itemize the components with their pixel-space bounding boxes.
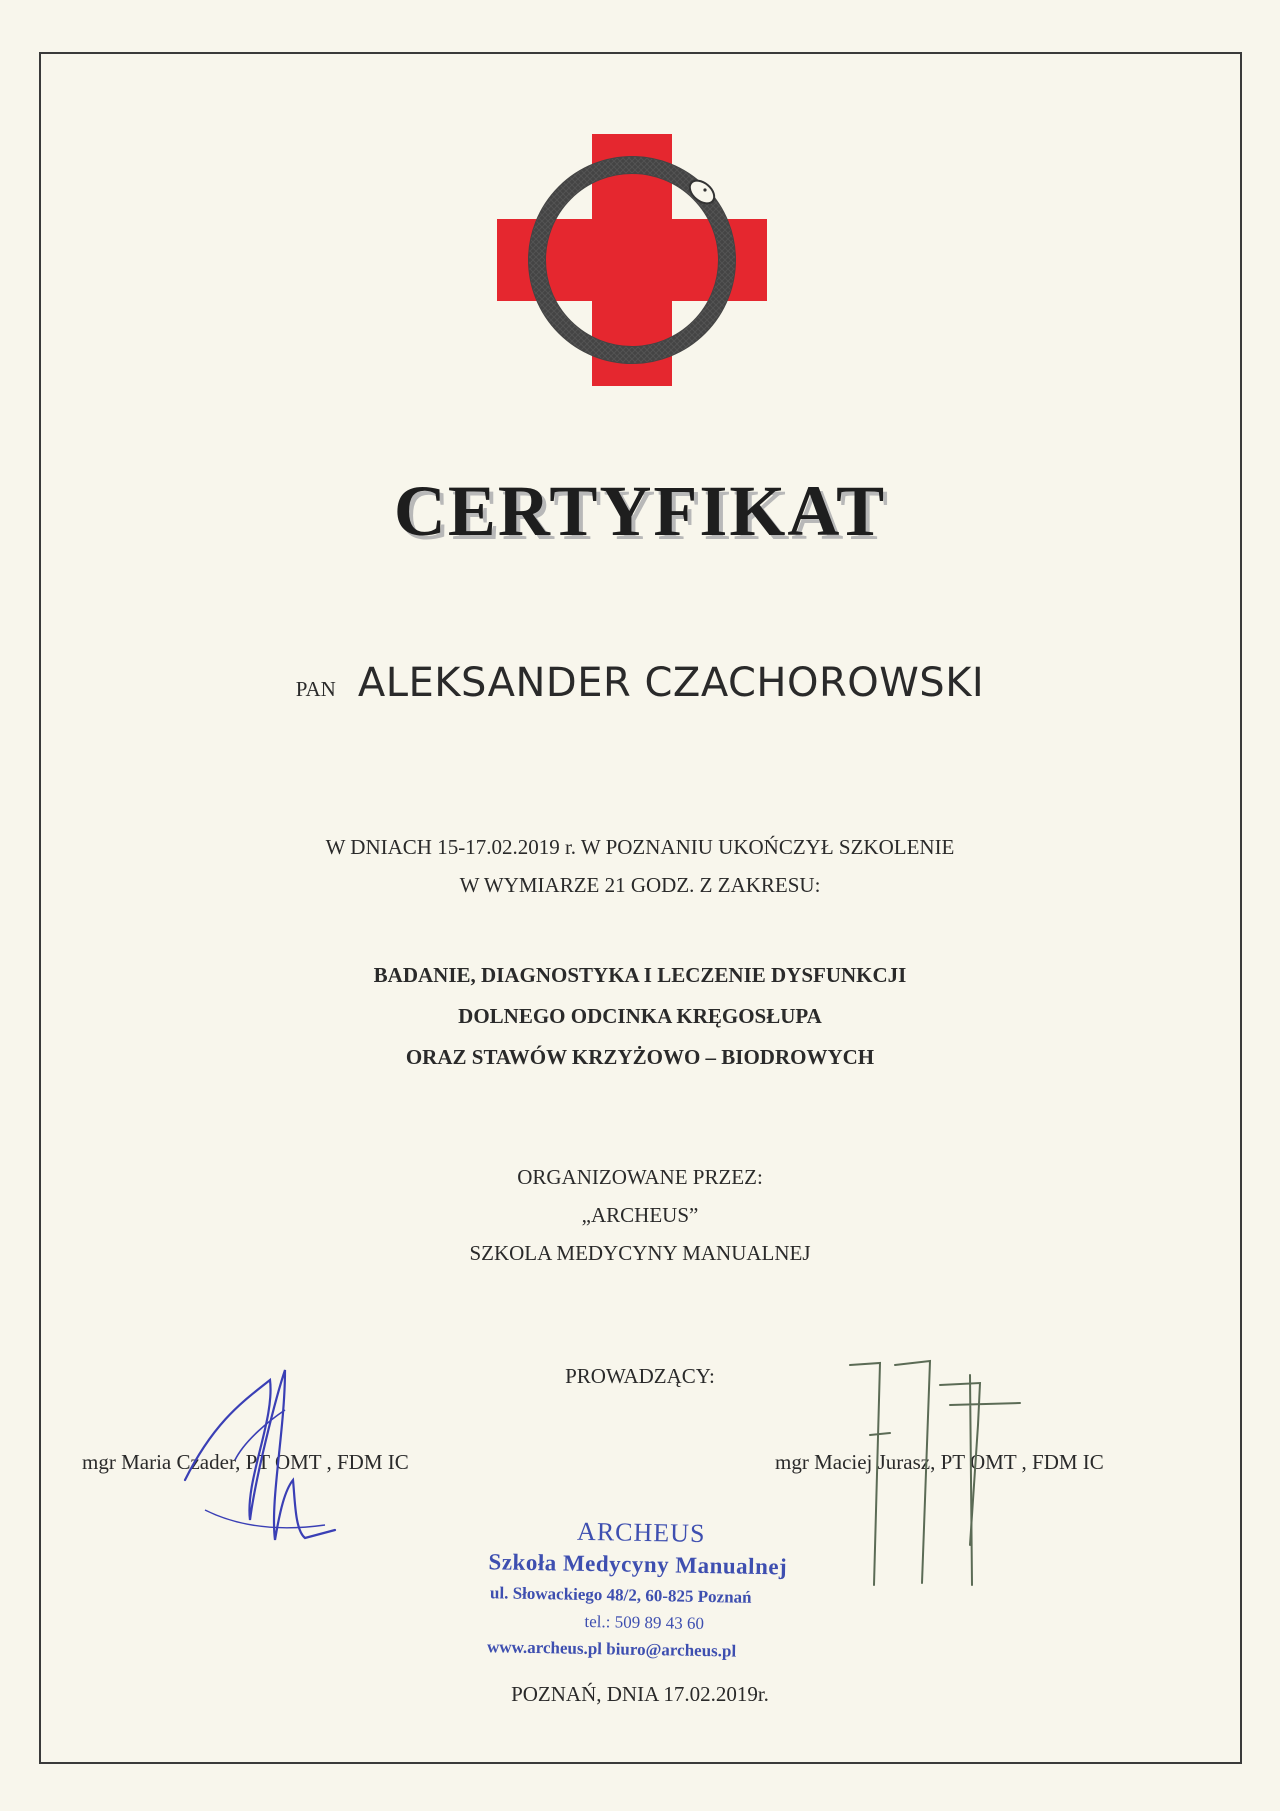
instructors-label: PROWADZĄCY: (565, 1364, 715, 1388)
issue-place-date: POZNAŃ, DNIA 17.02.2019r. (511, 1682, 769, 1706)
organizer-block (0, 1158, 1280, 1272)
instructor-left: mgr Maria Czader, PT OMT , FDM IC (82, 1450, 409, 1474)
signature-left-image (175, 1360, 345, 1560)
recipient-name: ALEKSANDER CZACHOROWSKI (357, 660, 985, 706)
organizer-school: SZKOLA MEDYCYNY MANUALNEJ (469, 1241, 811, 1265)
recipient-line (0, 660, 1280, 706)
stamp-line-2: Szkoła Medycyny Manualnej (488, 1549, 788, 1580)
completion-line-1: W DNIACH 15-17.02.2019 r. W POZNANIU UKOŃCZYŁ SZKOLENIE (325, 835, 955, 859)
stamp-line-4: tel.: 509 89 43 60 (584, 1611, 705, 1633)
course-title-line-3: ORAZ STAWÓW KRZYŻOWO – BIODROWYCH (405, 1045, 875, 1069)
instructor-right: mgr Maciej Jurasz, PT OMT , FDM IC (775, 1450, 1104, 1474)
stamp-line-5: www.archeus.pl biuro@archeus.pl (486, 1637, 737, 1661)
recipient-prefix: PAN (295, 677, 336, 701)
stamp-line-3: ul. Słowackiego 48/2, 60-825 Poznań (489, 1583, 752, 1607)
signature-right-image (830, 1345, 1030, 1595)
organizer-label: ORGANIZOWANE PRZEZ: (517, 1165, 763, 1189)
course-title-line-2: DOLNEGO ODCINKA KRĘGOSŁUPA (458, 1004, 822, 1028)
stamp-line-1: ARCHEUS (576, 1516, 706, 1548)
course-title-line-1: BADANIE, DIAGNOSTYKA I LECZENIE DYSFUNKCJI (373, 963, 907, 987)
course-title (0, 955, 1280, 1078)
organizer-name: „ARCHEUS” (581, 1203, 699, 1227)
certificate-title: CERTYFIKAT (393, 471, 887, 551)
organizer-stamp (487, 1515, 810, 1673)
red-cross-snake-logo (497, 134, 767, 386)
completion-statement (0, 828, 1280, 904)
completion-line-2: W WYMIARZE 21 GODZ. Z ZAKRESU: (459, 873, 821, 897)
